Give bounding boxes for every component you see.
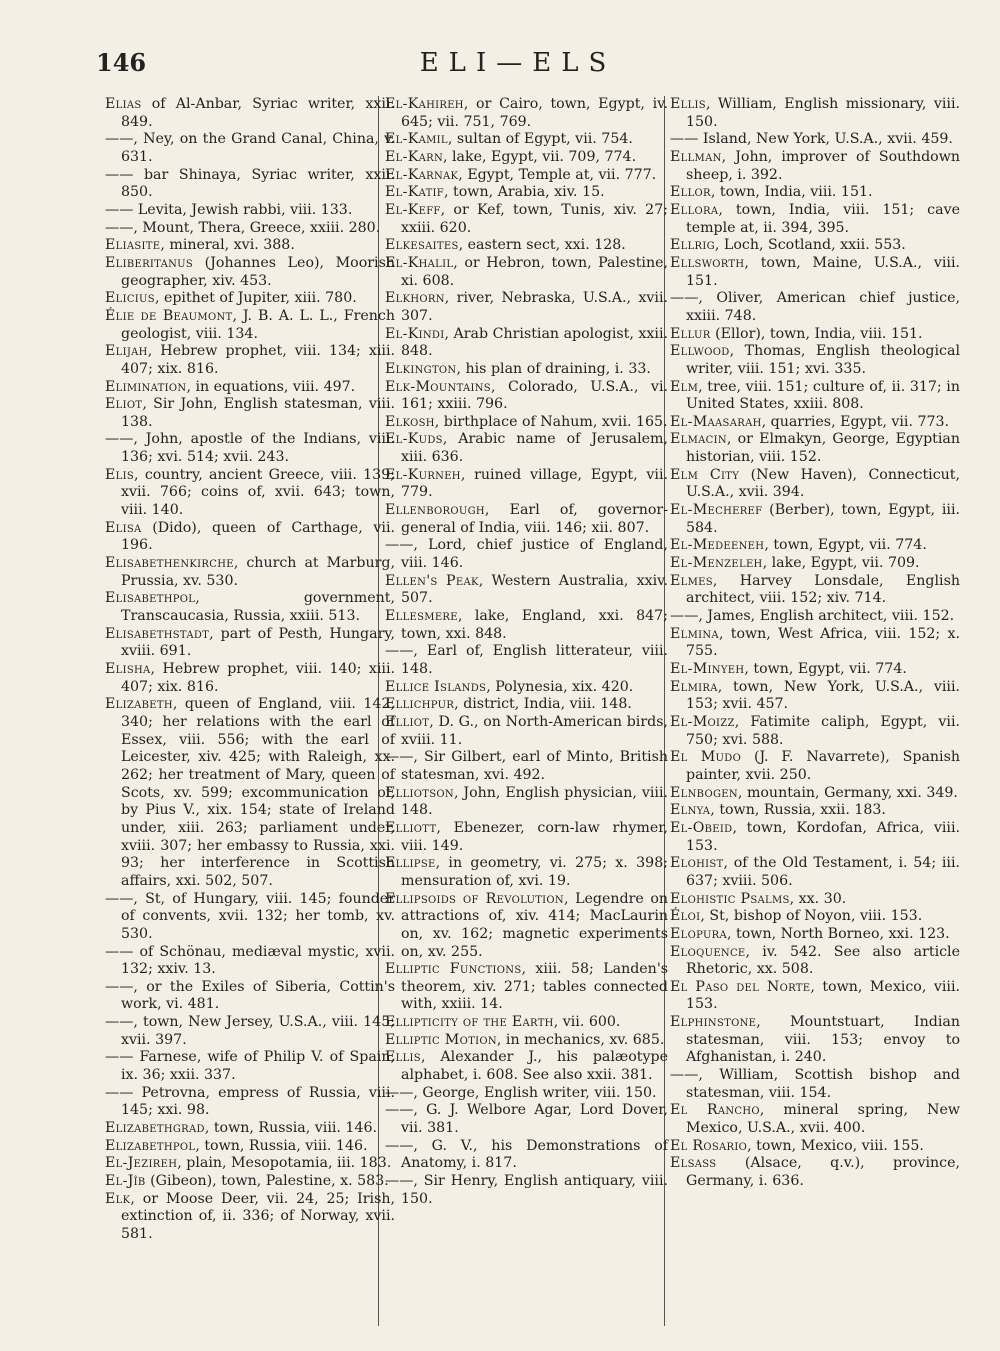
index-entry xyxy=(105,1049,395,1084)
entry-headword: Elk xyxy=(105,1190,131,1207)
index-entry xyxy=(670,502,960,537)
entry-headword: Elkosh xyxy=(385,413,435,430)
index-entry xyxy=(670,202,960,237)
index-entry xyxy=(385,608,668,643)
index-entry xyxy=(385,749,668,784)
entry-text: , Earl of, governor-general of India, viii. 146; xii. 807. xyxy=(401,502,668,536)
entry-headword: Elisabethenkirche xyxy=(105,555,234,572)
entry-headword: El-Mecheref xyxy=(670,502,763,519)
entry-text: , town, Kordofan, Africa, viii. 153. xyxy=(686,819,960,854)
entry-text: (Gibeon), town, Palestine, x. 583. xyxy=(145,1173,389,1190)
entry-headword: El-Jezireh xyxy=(105,1155,178,1172)
entry-text: , Egypt, Temple at, vii. 777. xyxy=(458,166,657,183)
entry-text: , his plan of draining, i. 33. xyxy=(456,360,651,377)
index-entry xyxy=(385,820,668,855)
index-entry xyxy=(670,237,960,255)
entry-headword: Ellichpur xyxy=(385,696,455,713)
entry-text: ——, Sir Henry, English antiquary, viii. 150. xyxy=(385,1173,668,1207)
index-entry xyxy=(385,290,668,325)
entry-text: , J. B. A. L. L., French geologist, viii. 134. xyxy=(121,307,395,342)
entry-headword: Elkington xyxy=(385,360,457,377)
entry-text: ——, Earl of, English litterateur, viii. 148. xyxy=(385,643,668,677)
index-entry xyxy=(105,220,395,238)
index-entry xyxy=(105,1085,395,1120)
index-entry xyxy=(385,237,668,255)
entry-headword: El-Kahireh xyxy=(385,96,464,112)
entry-headword: Eloquence xyxy=(670,943,746,960)
entry-text: , St, bishop of Noyon, viii. 153. xyxy=(700,908,923,925)
index-entry xyxy=(670,467,960,502)
entry-text: , town, North Borneo, xxi. 123. xyxy=(727,925,950,942)
entry-headword: Ellice Islands xyxy=(385,678,487,695)
index-entry xyxy=(670,573,960,608)
page-number: 146 xyxy=(96,48,147,77)
entry-text: , Arabic name of Jerusalem, xiii. 636. xyxy=(401,431,668,466)
entry-headword: Elisabethpol xyxy=(105,590,196,607)
entry-headword: Ellen's Peak xyxy=(385,572,479,589)
index-entry xyxy=(105,255,395,290)
entry-headword: El-Katif xyxy=(385,184,445,201)
entry-headword: Ellsworth xyxy=(670,254,745,271)
index-entry xyxy=(670,149,960,184)
entry-text: , Hebrew prophet, viii. 134; xiii. 407; xix. 816. xyxy=(121,343,395,377)
index-entry xyxy=(385,573,668,608)
entry-headword: Ellrig xyxy=(670,237,715,254)
entry-headword: El-Moizz xyxy=(670,713,735,730)
entry-text: —— Farnese, wife of Philip V. of Spain, ix. 36; xxii. 337. xyxy=(105,1049,395,1084)
index-entry xyxy=(105,96,395,131)
entry-headword: El-Maasarah xyxy=(670,413,762,430)
index-entry xyxy=(670,290,960,325)
entry-headword: Elk-Mountains xyxy=(385,378,491,395)
index-entry xyxy=(670,749,960,784)
entry-text: , town, Arabia, xiv. 15. xyxy=(444,184,605,201)
index-entry xyxy=(385,255,668,290)
entry-text: ——, G. V., his Demonstrations of Anatomy, i. 817. xyxy=(385,1137,668,1172)
index-entry xyxy=(670,96,960,131)
index-entry xyxy=(670,855,960,890)
entry-text: , John, improver of Southdown sheep, i. 392. xyxy=(686,148,960,183)
entry-text: , Arab Christian apologist, xxii. 848. xyxy=(401,325,668,360)
index-entry xyxy=(385,961,668,1014)
index-column-1 xyxy=(105,96,395,1244)
entry-headword: Elkesaites xyxy=(385,237,459,254)
index-entry xyxy=(670,979,960,1014)
entry-headword: Elmina xyxy=(670,625,719,642)
entry-headword: El-Karn xyxy=(385,148,443,165)
entry-text: , John, English physician, viii. 148. xyxy=(401,784,668,819)
entry-headword: El-Obeid xyxy=(670,819,733,836)
entry-text: (Ellor), town, India, viii. 151. xyxy=(710,325,923,342)
entry-text: , Colorado, U.S.A., vi. 161; xxiii. 796. xyxy=(401,378,668,413)
index-entry xyxy=(105,944,395,979)
index-entry xyxy=(385,361,668,379)
index-entry xyxy=(105,626,395,661)
entry-text: , town, Russia, xxii. 183. xyxy=(710,802,886,819)
entry-headword: El-Medeeneh xyxy=(670,537,765,554)
index-entry xyxy=(385,149,668,167)
entry-headword: Elicius xyxy=(105,290,155,307)
index-entry xyxy=(105,343,395,378)
entry-text: ——, town, New Jersey, U.S.A., viii. 145; xvii. 397. xyxy=(105,1014,395,1048)
entry-text: ——, Mount, Thera, Greece, xxiii. 280. xyxy=(105,219,381,236)
entry-text: , in equations, viii. 497. xyxy=(186,378,356,395)
entry-text: , town, Mexico, viii. 153. xyxy=(686,978,961,1013)
entry-headword: Ellipse xyxy=(385,855,436,872)
entry-text: (J. F. Navarrete), Spanish painter, xvii. 250. xyxy=(686,749,960,783)
entry-text: , town, Mexico, viii. 155. xyxy=(747,1137,924,1154)
entry-headword: Ellman xyxy=(670,148,722,165)
entry-text: , lake, Egypt, vii. 709, 774. xyxy=(443,148,637,165)
index-entry xyxy=(670,714,960,749)
index-entry xyxy=(385,679,668,697)
entry-headword: El Paso del Norte xyxy=(670,978,811,995)
index-entry xyxy=(105,979,395,1014)
index-entry xyxy=(385,431,668,466)
index-entry xyxy=(385,1102,668,1137)
entry-text: ——, William, Scottish bishop and statesman, viii. 154. xyxy=(670,1067,960,1101)
index-entry xyxy=(670,1102,960,1137)
index-entry xyxy=(670,802,960,820)
entry-headword: El-Jîb xyxy=(105,1173,146,1190)
index-entry xyxy=(670,1067,960,1102)
entry-headword: Elmira xyxy=(670,678,718,695)
entry-text: , Legendre on attractions of, xiv. 414; MacLaurin on, xv. 162; magnetic experiments on, xv. 255. xyxy=(401,890,669,960)
entry-headword: Ellipsoids of Revolution xyxy=(385,890,564,907)
entry-text: , xx. 30. xyxy=(789,890,847,907)
entry-headword: Elm City xyxy=(670,466,740,483)
entry-text: ——, Ney, on the Grand Canal, China, v. 631. xyxy=(105,131,395,165)
entry-headword: El-Kuds xyxy=(385,431,443,448)
entry-text: , Loch, Scotland, xxii. 553. xyxy=(714,237,906,254)
entry-text: , sultan of Egypt, vii. 754. xyxy=(447,131,633,148)
entry-text: ——, John, apostle of the Indians, viii. 136; xvi. 514; xvii. 243. xyxy=(105,431,395,466)
entry-text: , D. G., on North-American birds, xviii. 11. xyxy=(401,713,668,748)
entry-headword: Elizabethgrad xyxy=(105,1120,205,1137)
entry-headword: Ellis xyxy=(385,1049,421,1066)
index-entry xyxy=(105,555,395,590)
entry-headword: Elis xyxy=(105,466,134,483)
entry-text: , lake, England, xxi. 847; town, xxi. 848. xyxy=(401,608,668,642)
entry-headword: Éloi xyxy=(670,908,701,925)
index-entry xyxy=(385,1049,668,1084)
index-entry xyxy=(670,555,960,573)
entry-headword: Elliotson xyxy=(385,784,454,801)
entry-headword: Elohistic Psalms xyxy=(670,890,790,907)
index-entry xyxy=(385,855,668,890)
entry-headword: Elphinstone xyxy=(670,1014,757,1031)
entry-text: , birthplace of Nahum, xvii. 165. xyxy=(434,413,668,430)
entry-text: ——, Sir Gilbert, earl of Minto, British statesman, xvi. 492. xyxy=(385,749,668,783)
index-entry xyxy=(105,1120,395,1138)
entry-text: —— Island, New York, U.S.A., xvii. 459. xyxy=(670,131,953,148)
entry-text: , town, West Africa, viii. 152; x. 755. xyxy=(686,625,960,660)
index-entry xyxy=(670,908,960,926)
index-entry xyxy=(105,590,395,625)
entry-text: , town, New York, U.S.A., viii. 153; xvii. 457. xyxy=(686,678,960,713)
entry-text: , queen of England, viii. 142, 340; her relations with the earl of Essex, viii. 556; with the earl of Leicester, xiv. 425; with Raleigh, xx. 262; her treatment of Mary, queen of Scots, xv. 599; excommunication of, by Pius V., xix. 154; state of Ireland under, xiii. 263; parliament under, xviii. 307; her embassy to Russia, xxi. 93; her interference in Scottish affairs, xxi. 502, 507. xyxy=(121,696,395,889)
index-entry xyxy=(105,467,395,520)
entry-headword: Elisha xyxy=(105,661,151,677)
entry-text: , Western Australia, xxiv. 507. xyxy=(401,572,669,607)
entry-headword: El-Karnak xyxy=(385,166,459,183)
entry-text: ——, G. J. Welbore Agar, Lord Dover, vii. 381. xyxy=(385,1102,668,1137)
entry-text: , town, Russia, viii. 146. xyxy=(204,1120,378,1137)
index-entry xyxy=(385,1085,668,1103)
entry-headword: Elkhorn xyxy=(385,290,445,307)
index-entry xyxy=(670,537,960,555)
index-entry xyxy=(105,290,395,308)
index-entry xyxy=(670,255,960,290)
entry-text: , town, Egypt, vii. 774. xyxy=(744,661,907,677)
index-entry xyxy=(670,1014,960,1067)
index-entry xyxy=(105,308,395,343)
index-entry xyxy=(385,714,668,749)
index-entry xyxy=(105,237,395,255)
entry-text: , town, Egypt, vii. 774. xyxy=(764,537,927,554)
entry-headword: Ellor xyxy=(670,184,711,201)
index-entry xyxy=(385,643,668,678)
entry-text: , quarries, Egypt, vii. 773. xyxy=(761,413,950,430)
entry-headword: Elisabethstadt xyxy=(105,625,210,642)
entry-headword: Elijah xyxy=(105,343,148,360)
entry-headword: Elisa xyxy=(105,519,142,536)
index-entry xyxy=(105,1191,395,1244)
entry-text: , Ebenezer, corn-law rhymer, viii. 149. xyxy=(401,819,668,854)
page-header xyxy=(96,48,940,88)
entry-text: , Fatimite caliph, Egypt, vii. 750; xvi. 588. xyxy=(686,713,960,748)
index-entry xyxy=(385,696,668,714)
index-entry xyxy=(105,1173,395,1191)
entry-text: ——, St, of Hungary, viii. 145; founder of convents, xvii. 132; her tomb, xv. 530. xyxy=(105,890,395,942)
entry-headword: El Mudo xyxy=(670,749,742,766)
entry-text: ——, or the Exiles of Siberia, Cottin's work, vi. 481. xyxy=(105,978,395,1013)
entry-text: , district, India, viii. 148. xyxy=(454,696,632,713)
entry-headword: Ellesmere xyxy=(385,608,458,625)
entry-headword: El-Keff xyxy=(385,201,441,218)
index-entry xyxy=(385,1032,668,1050)
index-entry xyxy=(670,661,960,679)
index-entry xyxy=(385,326,668,361)
index-entry xyxy=(105,891,395,944)
entry-headword: Elliot xyxy=(385,713,430,730)
entry-headword: Elliptic Motion xyxy=(385,1031,497,1048)
index-entry xyxy=(670,131,960,149)
index-entry xyxy=(670,379,960,414)
entry-headword: Elliott xyxy=(385,819,437,836)
index-entry xyxy=(385,184,668,202)
entry-text: —— of Schönau, mediæval mystic, xvii. 132; xxiv. 13. xyxy=(105,943,395,978)
entry-headword: Elimination xyxy=(105,378,187,395)
entry-headword: Elmes xyxy=(670,572,713,589)
index-entry xyxy=(385,1173,668,1208)
index-entry xyxy=(670,414,960,432)
index-entry xyxy=(670,1155,960,1190)
index-entry xyxy=(670,431,960,466)
entry-text: (Alsace, q.v.), province, Germany, i. 636. xyxy=(686,1155,960,1190)
index-entry xyxy=(385,502,668,537)
index-entry xyxy=(105,520,395,555)
entry-text: , Alexander J., his palæotype alphabet, i. 608. See also xxii. 381. xyxy=(401,1049,668,1084)
entry-text: , epithet of Jupiter, xiii. 780. xyxy=(154,290,357,307)
entry-text: , lake, Egypt, vii. 709. xyxy=(762,555,920,572)
entry-text: , xiii. 58; Landen's theorem, xiv. 271; tables connected with, xxiii. 14. xyxy=(401,961,669,1013)
index-entry xyxy=(670,1138,960,1156)
entry-text: , town, Russia, viii. 146. xyxy=(195,1137,368,1154)
entry-text: ——, James, English architect, viii. 152. xyxy=(670,608,955,625)
index-entry xyxy=(105,696,395,890)
entry-text: —— Petrovna, empress of Russia, viii. 145; xxi. 98. xyxy=(105,1084,395,1119)
entry-headword: Elizabethpol xyxy=(105,1137,196,1154)
index-entry xyxy=(105,379,395,397)
entry-text: ——, Oliver, American chief justice, xxiii. 748. xyxy=(670,290,960,324)
entry-headword: Elias xyxy=(105,96,142,112)
entry-headword: El-Kurneh xyxy=(385,466,461,483)
entry-headword: Ellis xyxy=(670,96,706,112)
index-entry xyxy=(670,626,960,661)
entry-text: , town, Maine, U.S.A., viii. 151. xyxy=(686,254,960,289)
entry-text: , vii. 600. xyxy=(553,1014,621,1031)
entry-headword: Ellenborough xyxy=(385,502,485,519)
entry-text: (Johannes Leo), Moorish geographer, xiv. 453. xyxy=(121,254,395,289)
index-entry xyxy=(670,785,960,803)
index-entry xyxy=(670,184,960,202)
entry-headword: Elsass xyxy=(670,1155,717,1172)
index-entry xyxy=(105,396,395,431)
index-entry xyxy=(105,1014,395,1049)
running-head: ELI—ELS xyxy=(419,48,617,78)
entry-text: , mineral spring, New Mexico, U.S.A., xvii. 400. xyxy=(686,1102,960,1137)
index-entry xyxy=(385,537,668,572)
index-entry xyxy=(670,820,960,855)
index-entry xyxy=(105,1155,395,1173)
entry-text: , Mountstuart, Indian statesman, viii. 153; envoy to Afghanistan, i. 240. xyxy=(686,1014,960,1066)
entry-headword: El-Khalil xyxy=(385,254,454,271)
entry-text: (Dido), queen of Carthage, vii. 196. xyxy=(121,519,395,554)
index-entry xyxy=(670,926,960,944)
entry-headword: Elizabeth xyxy=(105,696,173,713)
entry-text: —— bar Shinaya, Syriac writer, xxii. 850. xyxy=(105,166,395,201)
entry-text: of Al-Anbar, Syriac writer, xxii. 849. xyxy=(121,96,395,130)
index-entry xyxy=(670,608,960,626)
entry-headword: Eliot xyxy=(105,396,143,413)
index-entry xyxy=(385,202,668,237)
index-entry xyxy=(385,379,668,414)
entry-text: , Thomas, English theological writer, viii. 151; xvi. 335. xyxy=(686,343,960,377)
entry-headword: Ellwood xyxy=(670,343,730,360)
entry-headword: Eliasite xyxy=(105,237,161,254)
entry-headword: Ellipticity of the Earth xyxy=(385,1014,554,1031)
entry-text: , iv. 542. See also article Rhetoric, xx. 508. xyxy=(686,943,960,978)
entry-text: (New Haven), Connecticut, U.S.A., xvii. 394. xyxy=(686,466,960,501)
entry-headword: El-Kamil xyxy=(385,131,448,148)
entry-text: , government, Transcaucasia, Russia, xxiii. 513. xyxy=(121,590,395,625)
entry-text: , country, ancient Greece, viii. 139; xvii. 766; coins of, xvii. 643; town, viii. 140. xyxy=(121,466,395,519)
entry-text: , or Hebron, town, Palestine, xi. 608. xyxy=(401,254,668,289)
entry-text: (Berber), town, Egypt, iii. 584. xyxy=(686,502,960,536)
entry-text: , William, English missionary, viii. 150. xyxy=(686,96,960,130)
index-entry xyxy=(105,661,395,696)
index-entry xyxy=(385,891,668,962)
entry-text: , church at Marburg, Prussia, xv. 530. xyxy=(121,555,395,589)
index-entry xyxy=(385,167,668,185)
entry-text: , of the Old Testament, i. 54; iii. 637; xviii. 506. xyxy=(686,855,960,889)
entry-text: , or Kef, town, Tunis, xiv. 27; xxiii. 620. xyxy=(401,201,668,236)
entry-headword: El-Kindi xyxy=(385,325,445,342)
index-entry xyxy=(385,414,668,432)
entry-headword: Eliberitanus xyxy=(105,254,194,271)
entry-headword: El-Menzeleh xyxy=(670,555,763,572)
entry-headword: Élie de Beaumont xyxy=(105,307,233,324)
entry-headword: Elmacin xyxy=(670,431,727,448)
entry-text: , in mechanics, xv. 685. xyxy=(496,1031,665,1048)
index-entry xyxy=(670,343,960,378)
entry-headword: Elm xyxy=(670,378,699,395)
entry-text: , or Moose Deer, vii. 24, 25; Irish, extinction of, ii. 336; of Norway, xvii. 581. xyxy=(121,1190,395,1242)
entry-text: , ruined village, Egypt, vii. 779. xyxy=(401,466,668,501)
entry-text: , town, India, viii. 151. xyxy=(710,184,873,201)
index-entry xyxy=(670,326,960,344)
entry-text: , or Cairo, town, Egypt, iv. 645; vii. 751, 769. xyxy=(401,96,668,130)
entry-text: , or Elmakyn, George, Egyptian historian, viii. 152. xyxy=(686,431,960,466)
entry-text: , Polynesia, xix. 420. xyxy=(486,678,634,695)
entry-text: , mineral, xvi. 388. xyxy=(160,237,295,254)
entry-text: , in geometry, vi. 275; x. 398; mensuration of, xvi. 19. xyxy=(401,855,668,889)
entry-text: ——, George, English writer, viii. 150. xyxy=(385,1084,657,1101)
entry-headword: El-Minyeh xyxy=(670,661,745,677)
entry-text: , Hebrew prophet, viii. 140; xiii. 407; xix. 816. xyxy=(121,661,395,695)
entry-headword: Elohist xyxy=(670,855,724,872)
index-entry xyxy=(385,131,668,149)
index-column-3 xyxy=(670,96,960,1191)
entry-text: —— Levita, Jewish rabbi, viii. 133. xyxy=(105,201,353,218)
entry-text: , mountain, Germany, xxi. 349. xyxy=(737,784,958,801)
index-entry xyxy=(385,467,668,502)
index-entry xyxy=(385,1138,668,1173)
entry-headword: Ellora xyxy=(670,201,719,218)
index-entry xyxy=(670,891,960,909)
entry-headword: Ellur xyxy=(670,325,711,342)
index-entry xyxy=(105,431,395,466)
entry-headword: Elnbogen xyxy=(670,784,738,801)
entry-text: , Sir John, English statesman, viii. 138. xyxy=(121,396,395,430)
index-entry xyxy=(670,944,960,979)
entry-text: , tree, viii. 151; culture of, ii. 317; in United States, xxiii. 808. xyxy=(686,378,960,413)
entry-text: , Harvey Lonsdale, English architect, viii. 152; xiv. 714. xyxy=(686,572,960,607)
index-column-2 xyxy=(385,96,668,1208)
entry-headword: El Rosario xyxy=(670,1137,748,1154)
entry-text: , town, India, viii. 151; cave temple at, ii. 394, 395. xyxy=(686,201,960,236)
index-entry xyxy=(385,96,668,131)
entry-text: , river, Nebraska, U.S.A., xvii. 307. xyxy=(401,290,668,324)
entry-headword: Elnya xyxy=(670,802,711,819)
entry-headword: Elliptic Functions xyxy=(385,961,522,978)
entry-headword: El Rancho xyxy=(670,1102,760,1119)
index-entry xyxy=(105,202,395,220)
entry-text: , plain, Mesopotamia, iii. 183. xyxy=(177,1155,392,1172)
entry-headword: Elopura xyxy=(670,925,728,942)
index-entry xyxy=(385,1014,668,1032)
index-entry xyxy=(385,785,668,820)
entry-text: , eastern sect, xxi. 128. xyxy=(458,237,626,254)
index-entry xyxy=(670,679,960,714)
index-entry xyxy=(105,1138,395,1156)
index-entry xyxy=(105,167,395,202)
entry-text: , part of Pesth, Hungary, xviii. 691. xyxy=(121,625,395,660)
index-entry xyxy=(105,131,395,166)
entry-text: ——, Lord, chief justice of England, viii. 146. xyxy=(385,537,668,572)
